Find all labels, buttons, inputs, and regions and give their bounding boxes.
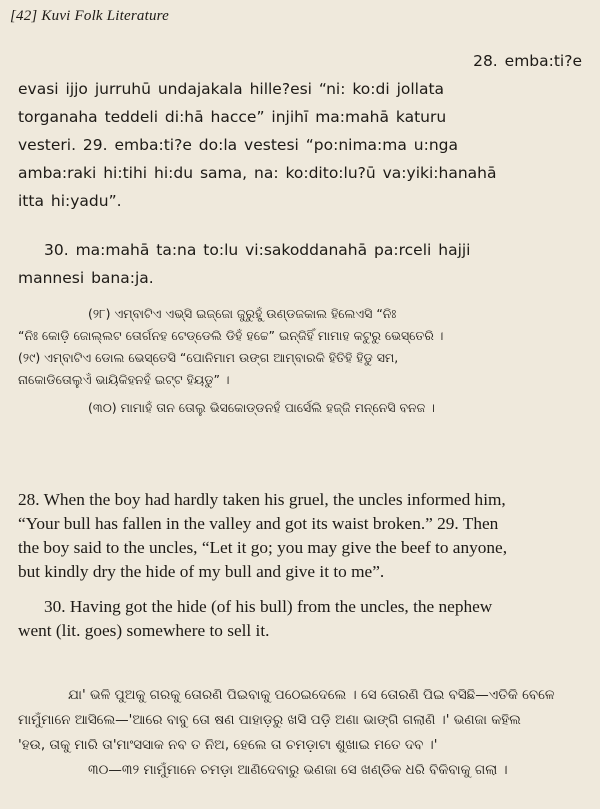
- kuvi-line: itta hi:yadu”.: [18, 192, 122, 210]
- running-head: [42] Kuvi Folk Literature: [10, 8, 170, 24]
- oriya-line: 'ହଉ, ତାକୁ ମାରି ତା'ମାଂସସାକ ନବ ତ ନିଅ, ହେଲେ ତା ଚମଡ଼ାଟା ଶୁଖାଇ ମତେ ଦବ ।': [18, 737, 438, 753]
- oriya-line: “ନିଃ କୋଡ଼ି ଜୋଲ୍ଲଟ ତୋର୍ଗନହ ଟେଡ୍ଡେଲି ଡିହଁ ହଚ୍ଚେ” ଇନ୍‌ଜିହିଁ ମାମାହ କଟୁରୁ ଭେସ୍‌ତେରି ।: [18, 328, 444, 343]
- kuvi-text-block: [18, 47, 584, 215]
- kuvi-line: mannesi bana:ja.: [18, 269, 154, 287]
- kuvi-paragraph-30: [18, 236, 584, 292]
- kuvi-line: 30. ma:mahā ta:na to:lu vi:sakoddanahā pa:rceli hajji: [44, 241, 471, 259]
- oriya-line: ନାକୋଡିତୋଲୁଏଁ ଭାୟିକିହନହଁ ଇଟ୍ଟ ହିୟଡୁ” ।: [18, 372, 230, 387]
- oriya-line: ମାମୁଁମାନେ ଆସିଲେ—'ଆରେ ବାବୁ ତୋ ଷଣ ପାହାଡ଼ରୁ ଖସି ପଡ଼ି ଅଣା ଭାଙ୍ଗି ଗଲାଣି ।' ଭଣଜା କହିଲ: [18, 712, 521, 728]
- kuvi-line: 28. emba:ti?e: [473, 52, 582, 70]
- english-paragraph-30: [18, 595, 584, 643]
- kuvi-line: amba:raki hi:tihi hi:du sama, na: ko:dito:lu?ū va:yiki:hanahā: [18, 164, 497, 182]
- english-line: but kindly dry the hide of my bull and give it to me”.: [18, 562, 385, 581]
- english-line: “Your bull has fallen in the valley and got its waist broken.” 29. Then: [18, 514, 499, 533]
- english-line: 28. When the boy had hardly taken his gruel, the uncles informed him,: [18, 490, 506, 509]
- english-line: went (lit. goes) somewhere to sell it.: [18, 621, 270, 640]
- english-translation-block: [18, 488, 584, 584]
- english-line: 30. Having got the hide (of his bull) from the uncles, the nephew: [44, 597, 493, 616]
- oriya-line: ୩୦—୩୨ ମାମୁଁମାନେ ଚମଡ଼ା ଆଣିଦେବାରୁ ଭଣଜା ସେ ଖଣ୍ଡିକ ଧରି ବିକିବାକୁ ଗଲା ।: [88, 762, 508, 778]
- oriya-text-block-1: [18, 303, 598, 419]
- kuvi-line: vesteri. 29. emba:ti?e do:la vestesi “po:nima:ma u:nga: [18, 136, 459, 154]
- kuvi-line: torganaha teddeli di:hā hacce” injihī ma:mahā katuru: [18, 108, 447, 126]
- oriya-line: (୨୯) ଏମ୍ବାଟିଏ ଡୋଲ ଭେସ୍‌ତେସି “ପୋନିମାମ ଉଙ୍ଗ ଆମ୍ବାରକି ହିତିହି ହିଡୁ ସମ,: [18, 350, 399, 365]
- kuvi-line: [18, 75, 584, 103]
- oriya-line: (୩୦) ମାମାହଁ ତାନ ତୋଲୁ ଭିସକୋଡ୍ଡନହଁ ପାର୍ସେଲି ହଜ୍ଜି ମନ୍ନେସି ବନଜ ।: [88, 400, 435, 415]
- oriya-line: ଯା' ଭଳି ପୁଅକୁ ଗରକୁ ତୋରଣି ପିଇବାକୁ ପଠେଇଦେଲେ । ସେ ତୋରଣି ପିଇ ବସିଛି—ଏତିକି ବେଳେ: [68, 687, 555, 703]
- oriya-line: (୨୮) ଏମ୍ବାଟିଏ ଏଭ୍ସି ଇଜ୍ଜୋ ଜୁରୁହୁଁ ଉଣ୍ଡଜକାଲ ହିଲେଏସି “ନିଃ: [88, 306, 397, 321]
- oriya-text-block-2: [18, 683, 598, 783]
- kuvi-line-text: evasi ijjo jurruhū undajakala hille?esi “ni: ko:di jollata: [18, 80, 445, 98]
- english-line: the boy said to the uncles, “Let it go; you may give the beef to anyone,: [18, 538, 508, 557]
